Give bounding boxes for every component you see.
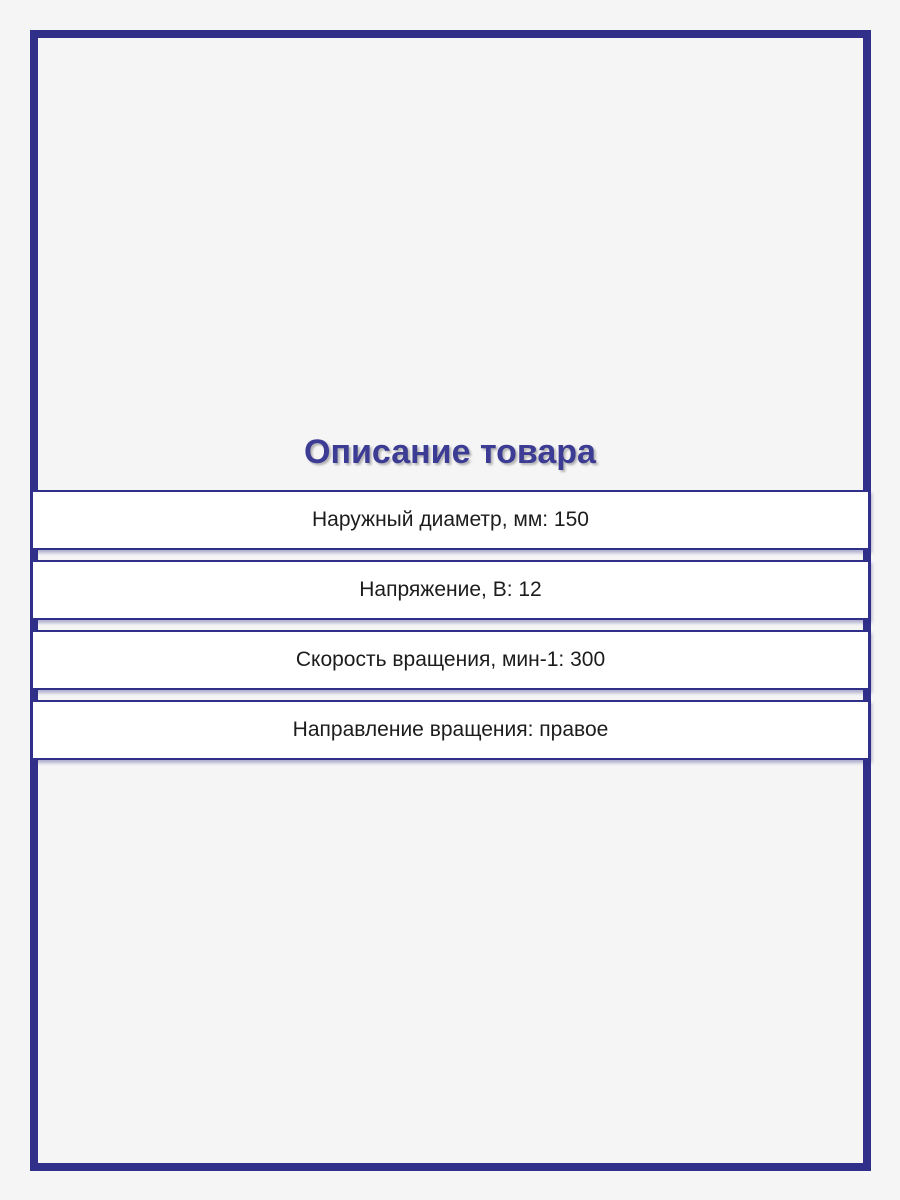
spec-text: Напряжение, В: 12 xyxy=(359,578,542,601)
spec-row-voltage xyxy=(31,560,870,620)
spec-row-outer-diameter xyxy=(31,490,870,550)
spec-list xyxy=(31,490,870,770)
spec-row-rotation-direction xyxy=(31,700,870,760)
spec-text: Направление вращения: правое xyxy=(292,718,609,741)
spec-text: Наружный диаметр, мм: 150 xyxy=(312,508,589,531)
spec-text: Скорость вращения, мин-1: 300 xyxy=(295,648,606,671)
spec-row-rotation-speed xyxy=(31,630,870,690)
section-title: Описание товара xyxy=(304,433,596,471)
